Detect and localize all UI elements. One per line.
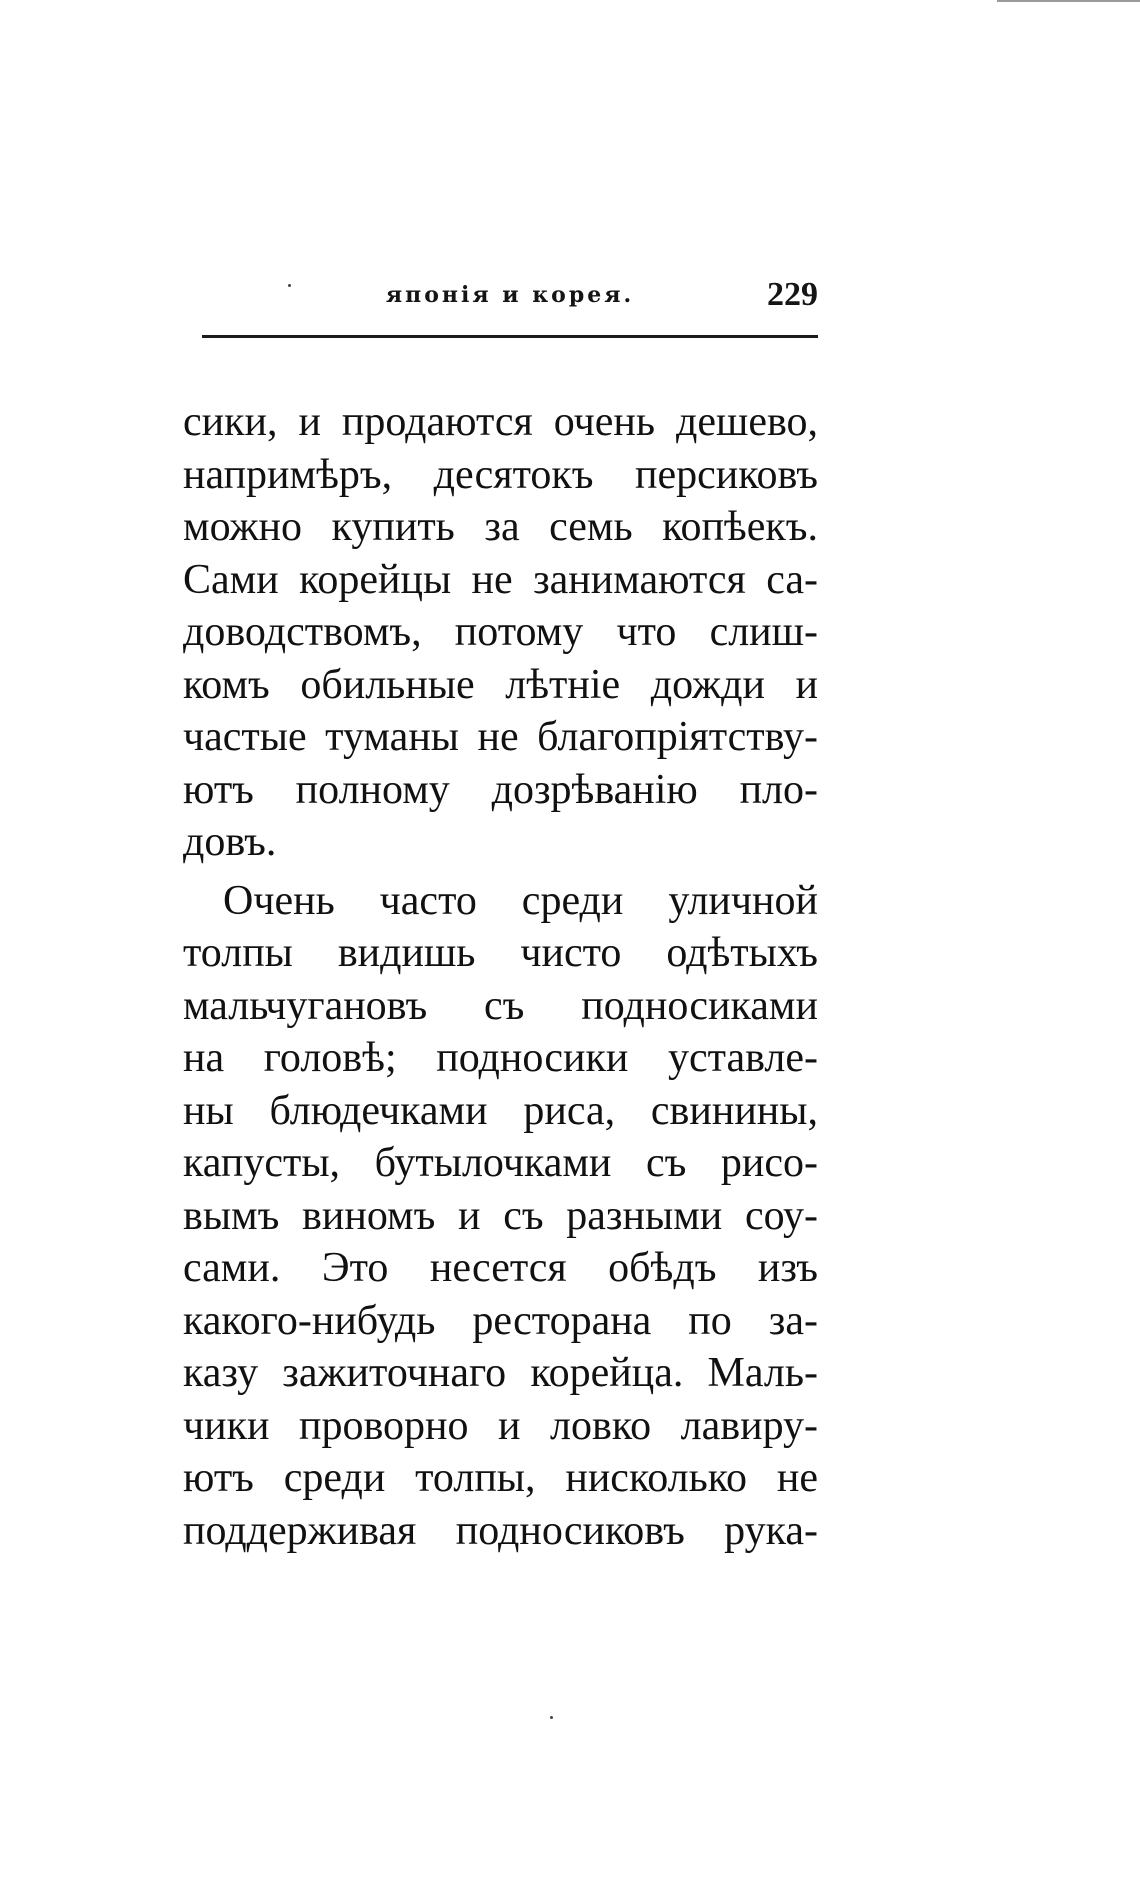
specks <box>550 1716 553 1719</box>
header-rule <box>202 335 818 338</box>
text-line: комъ обильные лѣтніе дожди и <box>183 661 818 708</box>
text-line: сики, и продаются очень дешево, <box>183 399 818 445</box>
text-line: частые туманы не благопріятству- <box>183 714 818 760</box>
page-number: 229 <box>767 276 818 313</box>
text-line: Сами корейцы не занимаются са- <box>183 556 818 603</box>
running-head <box>202 276 818 320</box>
paragraph-1 <box>183 396 818 869</box>
text-line: вымъ виномъ и съ разными соу- <box>183 1192 818 1239</box>
text-line: ютъ полному дозрѣванію пло- <box>183 766 818 813</box>
text-line: можно купить за семь копѣекъ. <box>183 504 818 550</box>
text-line: казу зажиточнаго корейца. Маль- <box>183 1350 818 1396</box>
text-line: капусты, бутылочками съ рисо- <box>183 1140 818 1186</box>
scan-edge-rule <box>997 0 1140 2</box>
text-line: доводствомъ, потому что слиш- <box>183 609 818 655</box>
running-title: японія и корея. <box>385 282 635 308</box>
text-line: ны блюдечками риса, свинины, <box>183 1087 818 1134</box>
text-line: мальчугановъ съ подносиками <box>183 982 818 1029</box>
text-line: сами. Это несется обѣдъ изъ <box>183 1245 818 1291</box>
text-line: чики проворно и ловко лавиру- <box>183 1402 818 1449</box>
body-text <box>183 396 818 1557</box>
text-line: поддерживая подносиковъ рука- <box>183 1507 818 1554</box>
text-line: ютъ среди толпы, нисколько не <box>183 1455 818 1501</box>
text-line: какого-нибудь ресторана по за- <box>183 1297 818 1344</box>
paragraph-2 <box>183 875 818 1558</box>
text-line: толпы видишь чисто одѣтыхъ <box>183 930 818 976</box>
text-line: Очень часто среди уличной <box>223 877 818 924</box>
text-line: довъ. <box>183 819 277 865</box>
text-line: на головѣ; подносики уставле- <box>183 1035 818 1081</box>
text-line: напримѣръ, десятокъ персиковъ <box>183 451 818 498</box>
